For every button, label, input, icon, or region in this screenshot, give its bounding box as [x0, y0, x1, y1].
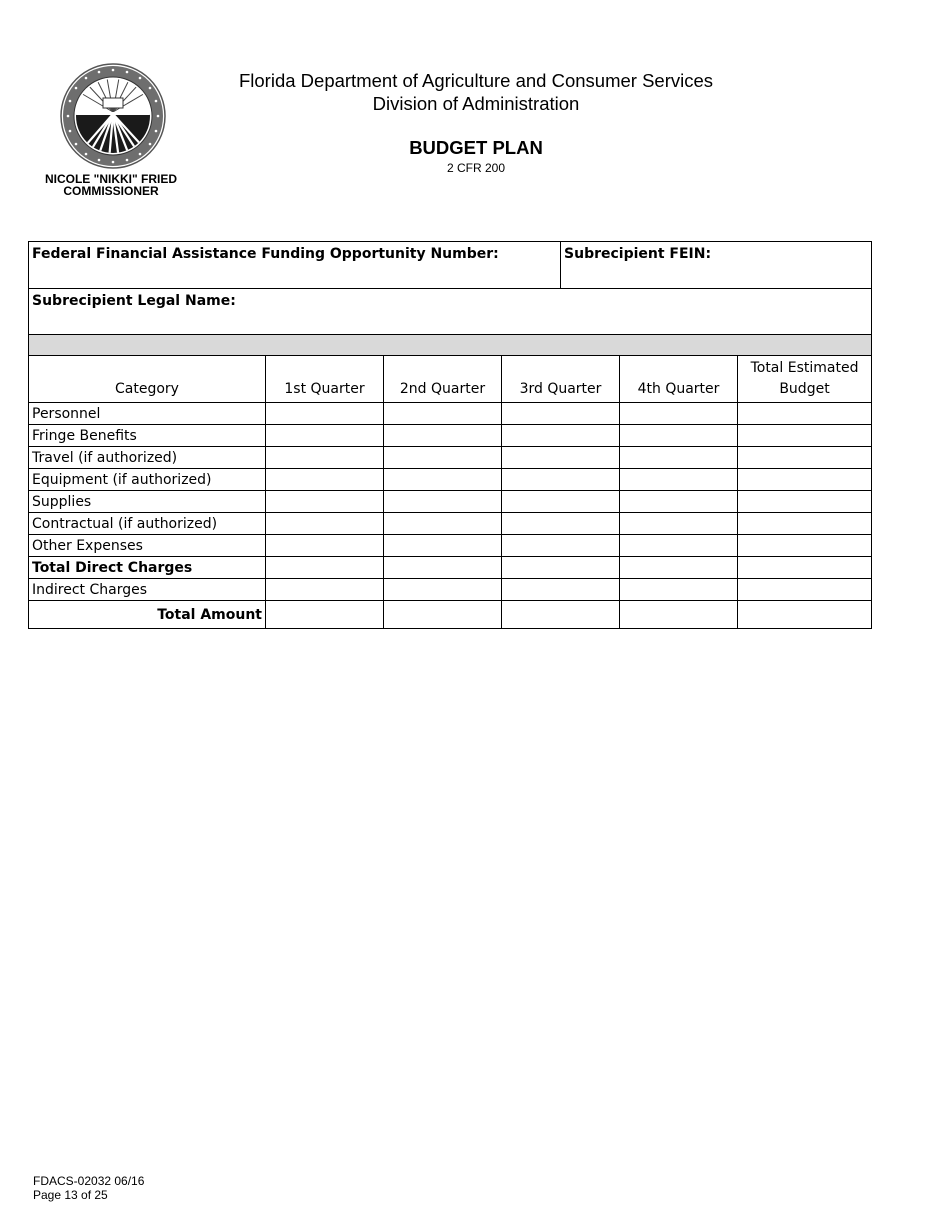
- page-number: Page 13 of 25: [33, 1188, 108, 1202]
- q3-cell[interactable]: [502, 557, 620, 579]
- category-label: Contractual (if authorized): [29, 513, 266, 535]
- total-amount-row: [29, 601, 872, 629]
- q2-cell[interactable]: [384, 579, 502, 601]
- q4-cell[interactable]: [620, 535, 738, 557]
- column-header-q1: 1st Quarter: [266, 356, 384, 403]
- category-label: Supplies: [29, 491, 266, 513]
- subrecipient-legal-name-label: Subrecipient Legal Name:: [32, 293, 236, 309]
- category-label: Personnel: [29, 403, 266, 425]
- page-footer: [33, 1174, 144, 1202]
- table-row: [29, 469, 872, 491]
- total-amount-label: Total Amount: [29, 601, 266, 629]
- table-row: [29, 403, 872, 425]
- q2-cell[interactable]: [384, 425, 502, 447]
- category-label: Equipment (if authorized): [29, 469, 266, 491]
- q4-cell[interactable]: [620, 491, 738, 513]
- q3-cell[interactable]: [502, 447, 620, 469]
- department-seal-icon: [57, 62, 169, 170]
- q1-cell[interactable]: [266, 447, 384, 469]
- q2-cell[interactable]: [384, 557, 502, 579]
- total-estimated-cell[interactable]: [738, 557, 872, 579]
- column-header-q4: 4th Quarter: [620, 356, 738, 403]
- q4-cell[interactable]: [620, 447, 738, 469]
- q1-cell[interactable]: [266, 579, 384, 601]
- total-q1-cell[interactable]: [266, 601, 384, 629]
- agency-heading: [180, 70, 772, 115]
- q1-cell[interactable]: [266, 469, 384, 491]
- total-estimated-cell[interactable]: [738, 535, 872, 557]
- subrecipient-legal-name-field[interactable]: [29, 289, 872, 335]
- column-header-q3: 3rd Quarter: [502, 356, 620, 403]
- table-row: [29, 557, 872, 579]
- page-title: BUDGET PLAN: [409, 137, 543, 158]
- budget-plan-form: [28, 241, 871, 629]
- column-header-q2: 2nd Quarter: [384, 356, 502, 403]
- table-row: [29, 535, 872, 557]
- q3-cell[interactable]: [502, 535, 620, 557]
- q1-cell[interactable]: [266, 491, 384, 513]
- total-estimated-cell[interactable]: [738, 403, 872, 425]
- page-subtitle: 2 CFR 200: [446, 161, 506, 175]
- category-label: Total Direct Charges: [29, 557, 266, 579]
- subrecipient-fein-field[interactable]: [561, 242, 872, 289]
- category-label: Other Expenses: [29, 535, 266, 557]
- table-row: [29, 513, 872, 535]
- q4-cell[interactable]: [620, 469, 738, 491]
- funding-opportunity-number-field[interactable]: [29, 242, 561, 289]
- q2-cell[interactable]: [384, 491, 502, 513]
- table-header-row: [29, 356, 872, 403]
- total-estimated-cell[interactable]: [738, 447, 872, 469]
- form-id: FDACS-02032 06/16: [33, 1174, 145, 1188]
- commissioner-block: [30, 173, 192, 197]
- q2-cell[interactable]: [384, 535, 502, 557]
- total-q2-cell[interactable]: [384, 601, 502, 629]
- q4-cell[interactable]: [620, 513, 738, 535]
- total-estimated-cell[interactable]: [738, 491, 872, 513]
- total-estimated-cell[interactable]: [738, 579, 872, 601]
- subrecipient-fein-label: Subrecipient FEIN:: [564, 246, 712, 262]
- funding-opportunity-label: Federal Financial Assistance Funding Opportunity Number:: [32, 246, 499, 262]
- total-estimated-cell[interactable]: [738, 425, 872, 447]
- category-label: Indirect Charges: [29, 579, 266, 601]
- q1-cell[interactable]: [266, 403, 384, 425]
- q2-cell[interactable]: [384, 447, 502, 469]
- division-name: Division of Administration: [372, 92, 580, 114]
- q3-cell[interactable]: [502, 579, 620, 601]
- q3-cell[interactable]: [502, 403, 620, 425]
- q4-cell[interactable]: [620, 403, 738, 425]
- table-row: [29, 425, 872, 447]
- total-q3-cell[interactable]: [502, 601, 620, 629]
- q1-cell[interactable]: [266, 535, 384, 557]
- total-estimated-cell[interactable]: [738, 469, 872, 491]
- commissioner-name: NICOLE "NIKKI" FRIED: [44, 172, 178, 186]
- q3-cell[interactable]: [502, 469, 620, 491]
- q4-cell[interactable]: [620, 579, 738, 601]
- budget-table: [28, 241, 872, 629]
- column-header-category: Category: [29, 356, 266, 403]
- column-header-total: Total Estimated Budget: [738, 356, 872, 403]
- total-estimated-cell[interactable]: [738, 513, 872, 535]
- table-row: [29, 447, 872, 469]
- q4-cell[interactable]: [620, 425, 738, 447]
- q1-cell[interactable]: [266, 557, 384, 579]
- q2-cell[interactable]: [384, 469, 502, 491]
- q4-cell[interactable]: [620, 557, 738, 579]
- agency-name: Florida Department of Agriculture and Consumer Services: [238, 70, 714, 91]
- commissioner-title: COMMISSIONER: [63, 184, 159, 198]
- table-row: [29, 491, 872, 513]
- category-label: Travel (if authorized): [29, 447, 266, 469]
- total-q4-cell[interactable]: [620, 601, 738, 629]
- q2-cell[interactable]: [384, 513, 502, 535]
- category-label: Fringe Benefits: [29, 425, 266, 447]
- q2-cell[interactable]: [384, 403, 502, 425]
- q3-cell[interactable]: [502, 425, 620, 447]
- q1-cell[interactable]: [266, 425, 384, 447]
- table-row: [29, 579, 872, 601]
- q3-cell[interactable]: [502, 491, 620, 513]
- q3-cell[interactable]: [502, 513, 620, 535]
- section-divider: [29, 335, 872, 356]
- q1-cell[interactable]: [266, 513, 384, 535]
- total-estimated-cell[interactable]: [738, 601, 872, 629]
